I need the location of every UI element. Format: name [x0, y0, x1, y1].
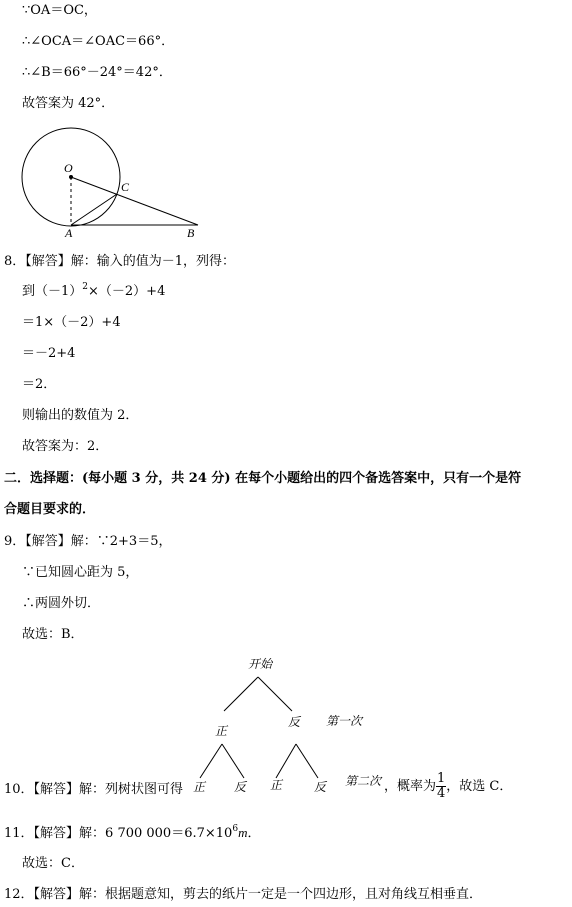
q9-step3-text: 故选：B．: [22, 627, 84, 642]
branch-root-left: [224, 677, 258, 711]
q8-step2: ＝1×（－2）+4: [22, 315, 121, 330]
q11-end: ．: [247, 826, 261, 841]
q10-fraction-den: 4: [437, 786, 446, 801]
tree-l2-a: 正: [193, 780, 206, 794]
q9-step2: ∴两圆外切．: [22, 596, 101, 611]
section2-heading-line1: 二．选择题：(每小题 3 分，共 24 分) 在每个小题给出的四个备选答案中，只有一个是符: [4, 471, 522, 486]
line-oa-oc: ∵OA＝OC，: [22, 3, 97, 18]
q9-head: 9．【解答】解：∵2+3＝5，: [4, 534, 172, 549]
tree-first-label: 第一次: [326, 714, 363, 728]
label-a: A: [65, 226, 73, 240]
q8-step3: ＝－2+4: [22, 346, 76, 361]
q10-fraction: [436, 772, 446, 801]
q8-step1-b: ×（－2）+4: [88, 284, 166, 299]
q10-tail: [384, 772, 512, 801]
q11-step1: 故选：C．: [22, 856, 84, 871]
tree-l2-c: 正: [270, 778, 283, 792]
tree-l2-b: 反: [234, 780, 247, 794]
q8-step5: 则输出的数值为 2．: [22, 408, 139, 423]
q10-fraction-num: 1: [437, 771, 446, 786]
q8-step1: [22, 283, 165, 302]
branch-left-a: [200, 744, 222, 778]
q9-step1: ∵已知圆心距为 5，: [22, 565, 139, 580]
tree-l1-right: 反: [288, 715, 301, 729]
tree-l1-left: 正: [215, 724, 228, 738]
q12-head: 12．【解答】解：根据题意知，剪去的纸片一定是一个四边形，且对角线互相垂直．: [4, 887, 483, 902]
tree-second-label: 第二次: [345, 774, 382, 788]
line-answer-42: 故答案为 42°．: [22, 96, 115, 111]
branch-right-b: [296, 744, 318, 778]
q11-expr: 11．【解答】解：6 700 000＝6.7×10: [4, 826, 233, 841]
label-c: C: [121, 180, 130, 194]
q8-step6: 故答案为：2．: [22, 439, 109, 454]
center-point: [69, 175, 73, 179]
label-o: O: [64, 161, 73, 175]
q10-choice-text: ，故选 C．: [446, 779, 513, 794]
tree-l2-d: 反: [314, 780, 327, 794]
q8-step1-a: 到（－1）: [22, 284, 83, 299]
label-b: B: [187, 226, 195, 240]
branch-right-a: [276, 744, 296, 778]
q10-prob-text: ，概率为: [384, 779, 437, 794]
q8-step1-sup: 2: [82, 282, 89, 292]
q11-unit: m: [238, 825, 248, 840]
line-angle-oca: ∴∠OCA＝∠OAC＝66°．: [22, 34, 175, 49]
section2-heading-line2: 合题目要求的．: [4, 502, 96, 517]
q11-sup: 6: [232, 824, 239, 834]
tree-root: 开始: [248, 657, 273, 671]
q8-head: 8．【解答】解：输入的值为－1，列得：: [4, 254, 236, 269]
q9-step3: [22, 626, 84, 644]
branch-left-b: [222, 744, 244, 778]
q10-head: 10．【解答】解：列树状图可得: [4, 782, 184, 797]
circle-tangent-figure: [0, 120, 220, 245]
branch-root-right: [258, 677, 292, 711]
line-angle-b: ∴∠B＝66°－24°＝42°．: [22, 65, 172, 80]
q11-head: [4, 824, 260, 844]
segment-ob: [71, 177, 198, 225]
q8-step4: ＝2．: [22, 377, 57, 392]
